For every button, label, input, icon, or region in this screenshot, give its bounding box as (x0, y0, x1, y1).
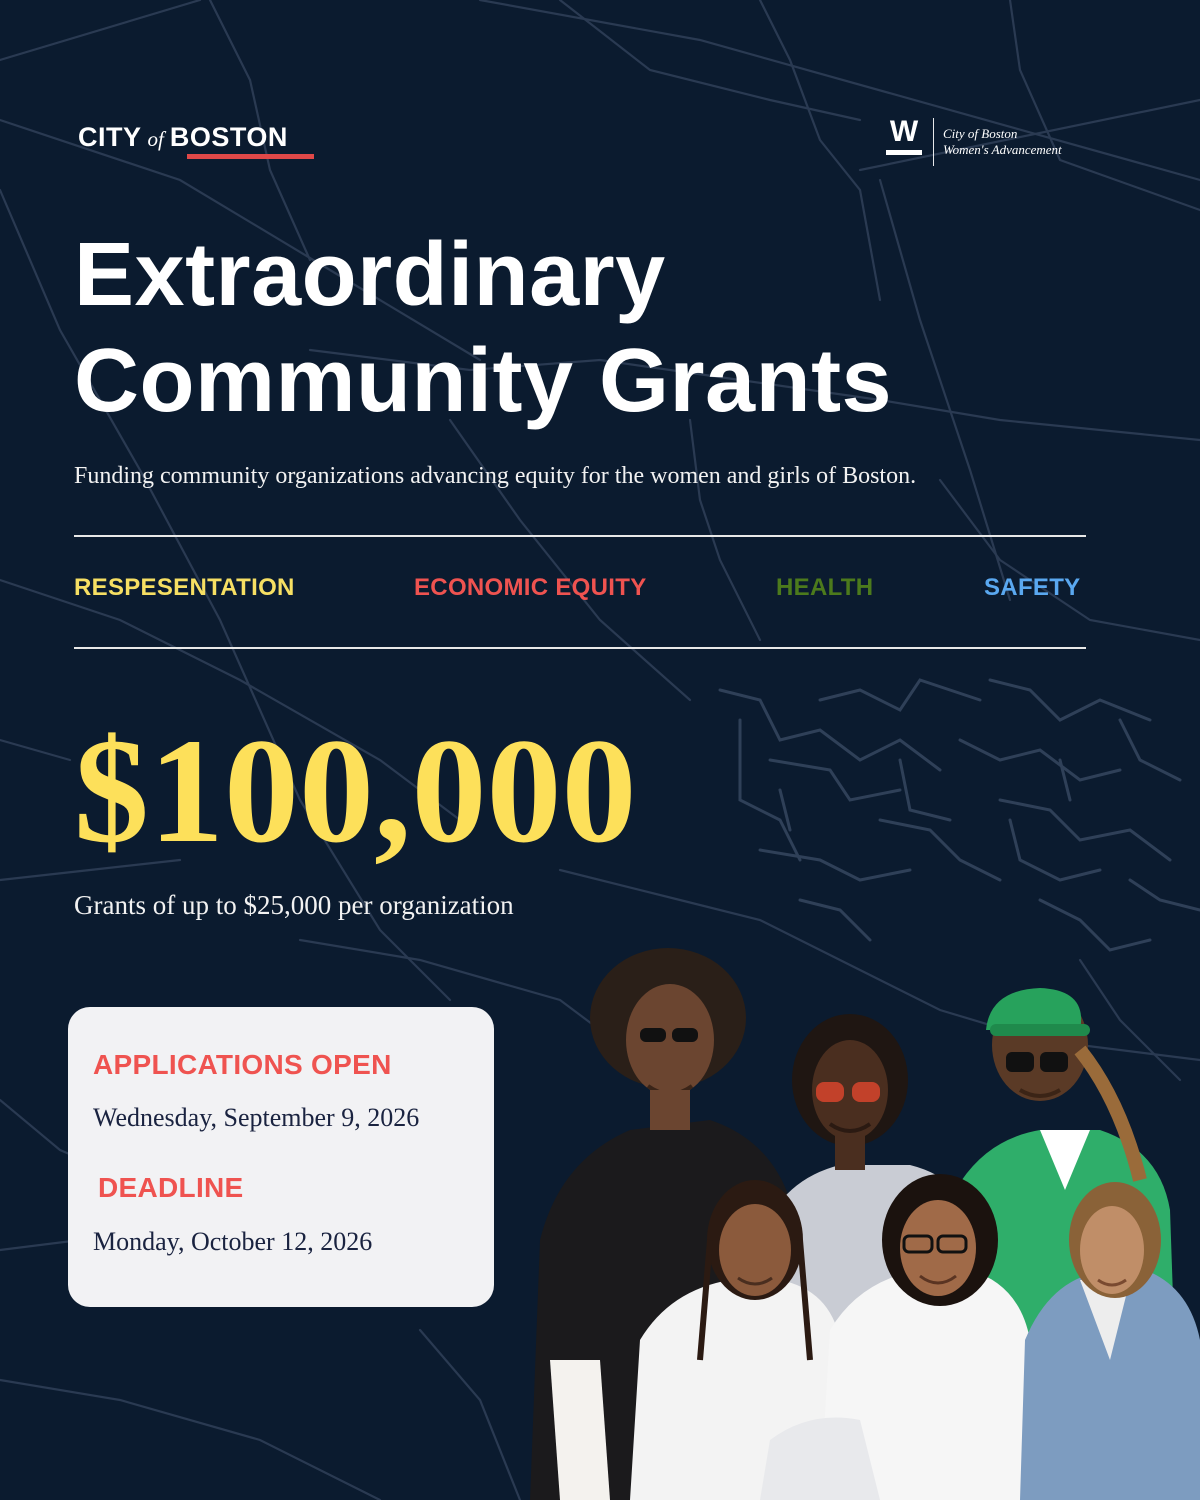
office-name-line2: Women's Advancement (943, 142, 1062, 157)
womens-advancement-logo (884, 115, 1062, 166)
w-mark-letter: W (889, 115, 919, 148)
office-name (943, 118, 1062, 158)
divider-top (74, 535, 1086, 537)
logo-underline (187, 154, 314, 159)
grant-cap-detail: Grants of up to $25,000 per organization (74, 890, 514, 920)
office-name-line1: City of Boston (943, 126, 1018, 141)
logo-of-word: of (147, 127, 164, 151)
logo-divider (933, 118, 934, 166)
city-of-boston-logo (78, 122, 288, 162)
logo-boston-word: BOSTON (169, 122, 288, 152)
poster-subtitle: Funding community organizations advancing equity for the women and girls of Boston. (74, 463, 917, 489)
title-line2: Community Grants (74, 331, 893, 431)
poster-title (74, 222, 892, 434)
deadline-date: Monday, October 12, 2026 (93, 1227, 373, 1256)
category-representation: RESPESENTATION (74, 574, 295, 601)
total-funding-amount: $100,000 (74, 708, 637, 874)
category-health: HEALTH (776, 574, 874, 601)
dates-card (68, 1007, 494, 1307)
applications-open-date: Wednesday, September 9, 2026 (93, 1103, 420, 1132)
deadline-label: DEADLINE (98, 1172, 244, 1203)
applications-open-label: APPLICATIONS OPEN (93, 1049, 392, 1080)
title-line1: Extraordinary (74, 225, 666, 325)
w-mark-icon (884, 115, 924, 158)
group-photo (520, 940, 1200, 1500)
category-economic-equity: ECONOMIC EQUITY (414, 574, 647, 601)
logo-city-word: CITY (78, 122, 142, 152)
divider-bottom (74, 647, 1086, 649)
category-safety: SAFETY (984, 574, 1081, 601)
